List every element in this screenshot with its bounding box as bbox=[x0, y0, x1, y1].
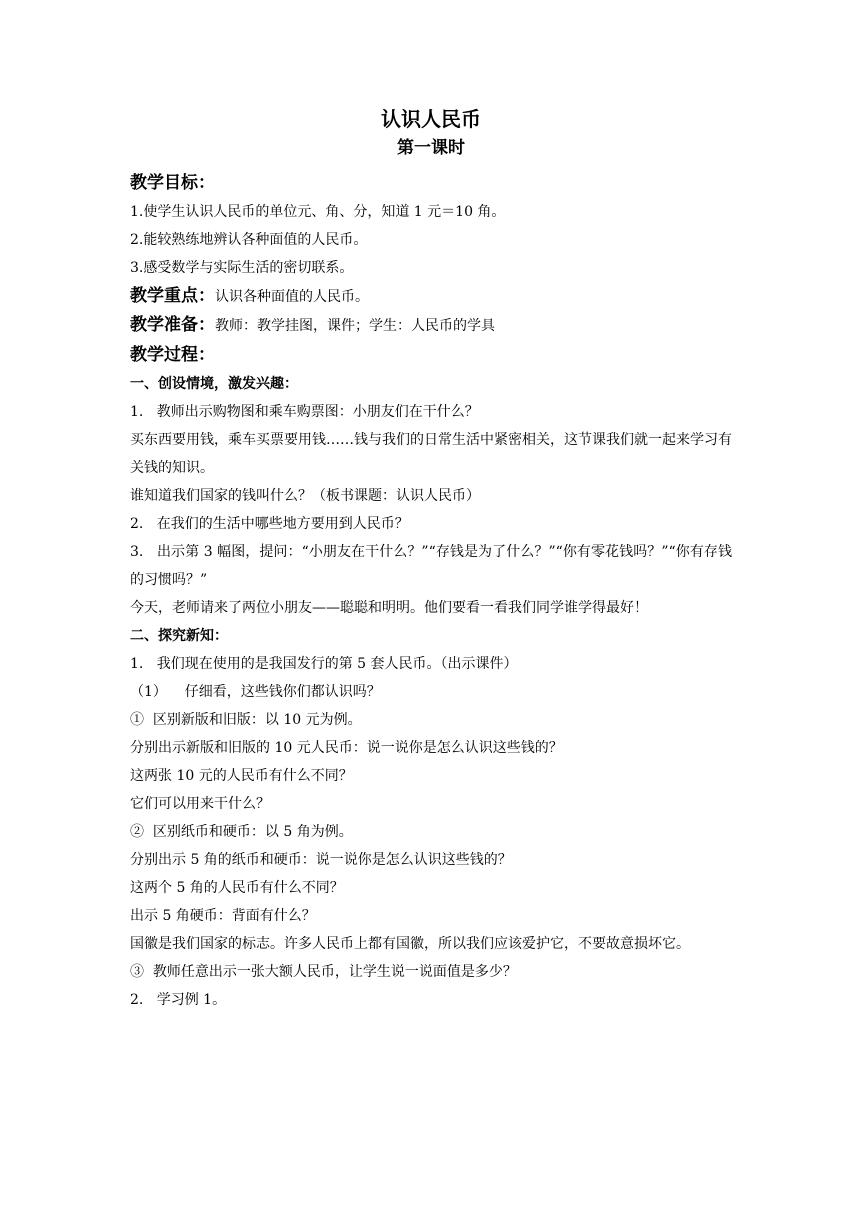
document-content bbox=[130, 104, 732, 1014]
section2-para-10: 出示 5 角硬币：背面有什么？ bbox=[130, 908, 316, 924]
doc-subtitle: 第一课时 bbox=[397, 138, 465, 158]
section2-para-8: 分别出示 5 角的纸币和硬币：说一说你是怎么认识这些钱的？ bbox=[130, 852, 512, 868]
section2-para-3: ① 区别新版和旧版：以 10 元为例。 bbox=[130, 712, 362, 728]
focus-line bbox=[130, 282, 732, 311]
section2-para-2: （1） 仔细看，这些钱你们都认识吗？ bbox=[130, 684, 381, 700]
section2-para-5: 这两张 10 元的人民币有什么不同？ bbox=[130, 768, 353, 784]
doc-title: 认识人民币 bbox=[381, 107, 481, 131]
goal-item-3: 3.感受数学与实际生活的密切联系。 bbox=[130, 260, 354, 276]
section2-para-12: ③ 教师任意出示一张大额人民币，让学生说一说面值是多少？ bbox=[130, 964, 517, 980]
section1-para-4: 2. 在我们的生活中哪些地方要用到人民币？ bbox=[130, 516, 409, 532]
section1-para-3: 谁知道我们国家的钱叫什么？（板书课题：认识人民币） bbox=[130, 488, 480, 504]
focus-text: 认识各种面值的人民币。 bbox=[215, 289, 369, 305]
section1-para-1: 1. 教师出示购物图和乘车购票图：小朋友们在干什么？ bbox=[130, 404, 479, 420]
prep-text: 教师：教学挂图，课件；学生：人民币的学具 bbox=[215, 318, 495, 334]
prep-line bbox=[130, 311, 732, 340]
section2-para-7: ② 区别纸币和硬币：以 5 角为例。 bbox=[130, 824, 353, 840]
section2-para-4: 分别出示新版和旧版的 10 元人民币：说一说你是怎么认识这些钱的？ bbox=[130, 740, 563, 756]
goal-item-1: 1.使学生认识人民币的单位元、角、分，知道 1 元＝10 角。 bbox=[130, 204, 506, 220]
goal-item-2: 2.能较熟练地辨认各种面值的人民币。 bbox=[130, 232, 368, 248]
section2-heading: 二、探究新知： bbox=[130, 628, 228, 644]
section1-para-6: 今天，老师请来了两位小朋友——聪聪和明明。他们要看一看我们同学谁学得最好！ bbox=[130, 600, 648, 616]
section2-para-13: 2. 学习例 1。 bbox=[130, 992, 227, 1008]
section1-para-5: 3. 出示第 3 幅图，提问：“小朋友在干什么？”“存钱是为了什么？”“你有零花钱吗？”“你有存钱的习惯吗？” bbox=[130, 544, 732, 588]
prep-heading: 教学准备： bbox=[130, 315, 215, 335]
goals-heading: 教学目标： bbox=[130, 173, 215, 193]
section2-para-1: 1. 我们现在使用的是我国发行的第 5 套人民币。（出示课件） bbox=[130, 656, 518, 672]
section2-para-9: 这两个 5 角的人民币有什么不同？ bbox=[130, 880, 344, 896]
section1-heading: 一、创设情境，激发兴趣： bbox=[130, 376, 298, 392]
section2-para-11: 国徽是我们国家的标志。许多人民币上都有国徽，所以我们应该爱护它，不要故意损坏它。 bbox=[130, 936, 690, 952]
process-heading: 教学过程： bbox=[130, 345, 215, 365]
focus-heading: 教学重点： bbox=[130, 286, 215, 306]
section1-para-2: 买东西要用钱，乘车买票要用钱……钱与我们的日常生活中紧密相关，这节课我们就一起来学习有关钱的知识。 bbox=[130, 432, 732, 476]
section2-para-6: 它们可以用来干什么？ bbox=[130, 796, 270, 812]
